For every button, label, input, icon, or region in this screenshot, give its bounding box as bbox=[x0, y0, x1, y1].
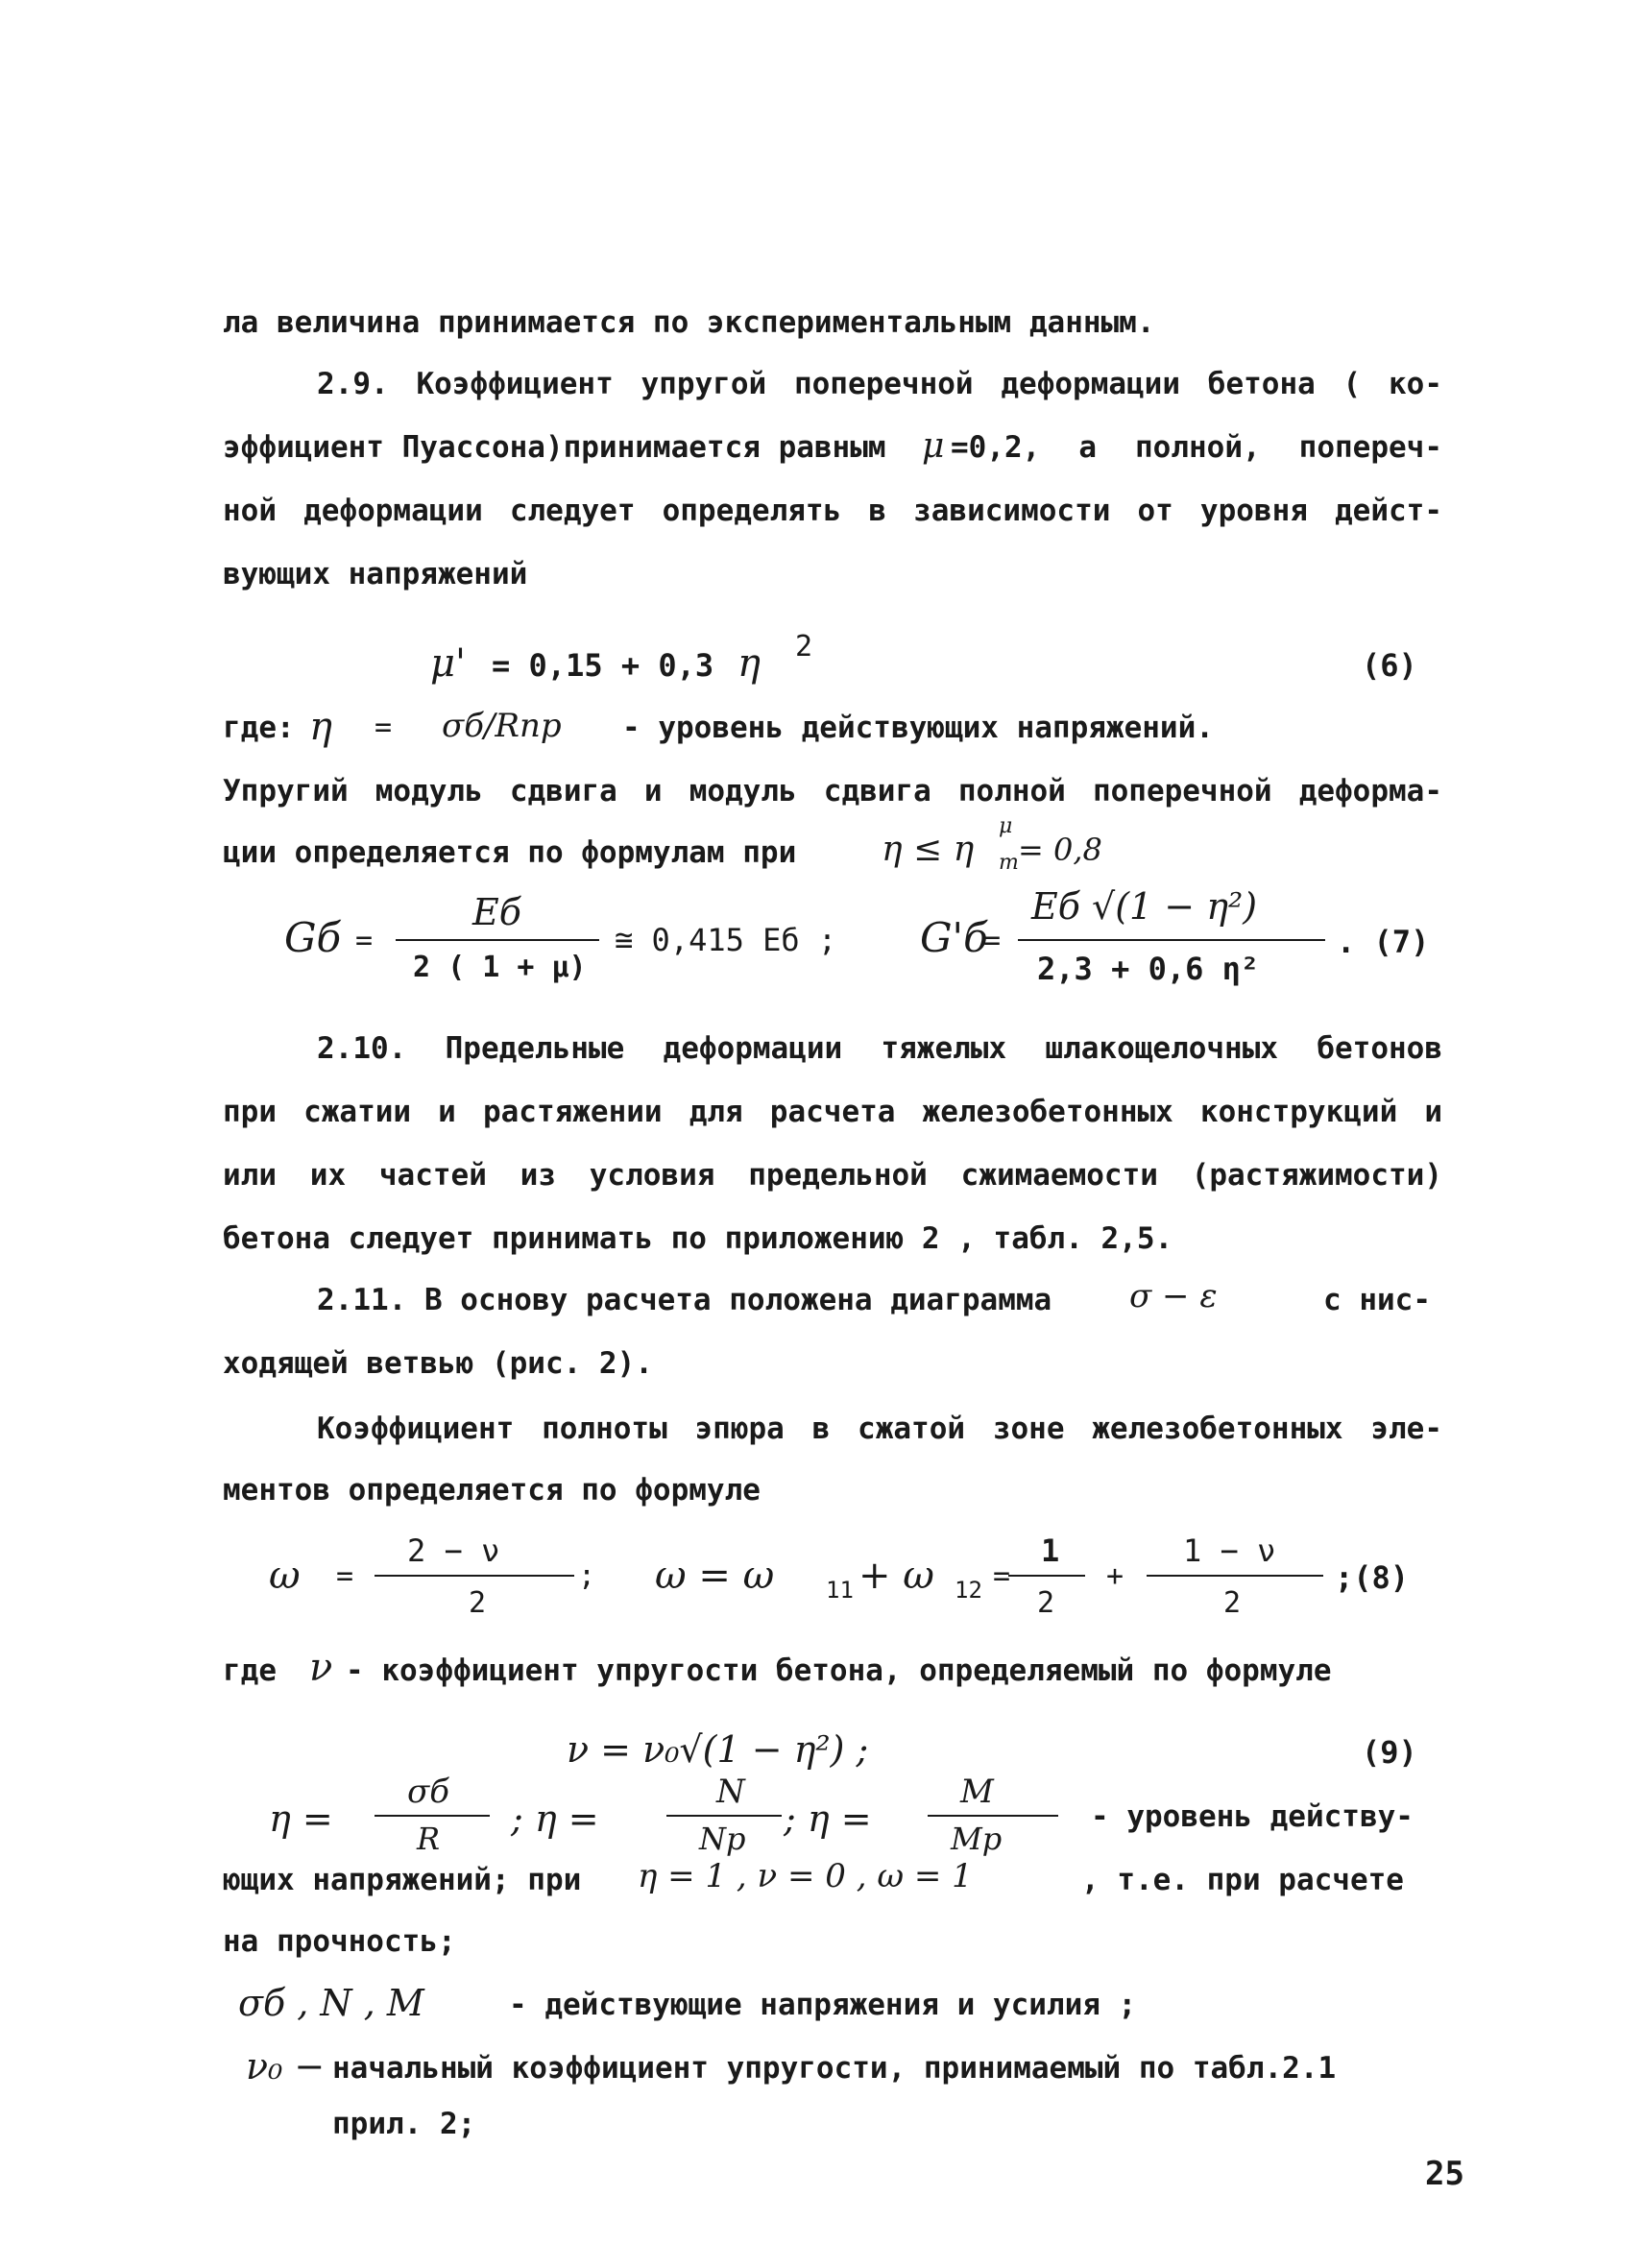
text-line: ной деформации следует определять в зависимости от уровня дейст- bbox=[223, 494, 1442, 528]
text-line: ментов определяется по формуле bbox=[223, 1473, 761, 1508]
text-line: ла величина принимается по экспериментальным данным. bbox=[223, 305, 1155, 340]
fraction-bar bbox=[375, 1575, 574, 1577]
text-line: где: bbox=[223, 711, 295, 745]
formula-7-num2: Eб √(1 − η²) bbox=[1031, 885, 1258, 928]
text-line: при сжатии и растяжении для расчета железобетонных конструкций и bbox=[223, 1095, 1442, 1129]
eta-fraction-2-lhs: ; η = bbox=[511, 1798, 599, 1840]
formula-7-num1: Eб bbox=[472, 891, 521, 933]
formula-8-omega: ω bbox=[269, 1554, 301, 1598]
eta-fraction-3-lhs: ; η = bbox=[784, 1798, 872, 1840]
formula-7-den2: 2,3 + 0,6 η² bbox=[1037, 951, 1260, 987]
text-line: =0,2, а полной, попереч- bbox=[951, 430, 1442, 465]
formula-8-den2: 2 bbox=[1037, 1586, 1055, 1620]
text-line: - коэффициент упругости бетона, определяемый по формуле bbox=[346, 1653, 1332, 1688]
fraction-bar bbox=[1147, 1575, 1323, 1577]
formula-8-eq: = bbox=[336, 1559, 354, 1593]
formula-8-num3: 1 − ν bbox=[1183, 1532, 1276, 1569]
fraction-bar bbox=[666, 1815, 782, 1817]
nu0-symbol: ν₀ − bbox=[246, 2045, 326, 2087]
text-line: на прочность; bbox=[223, 1924, 456, 1959]
fraction-bar bbox=[928, 1815, 1058, 1817]
equals-sign: = bbox=[375, 711, 393, 744]
text-line: начальный коэффициент упругости, принимаемый по табл.2.1 bbox=[332, 2051, 1337, 2086]
page-number: 25 bbox=[1425, 2155, 1464, 2193]
text-line: где bbox=[223, 1653, 277, 1688]
formula-8-num2: 1 bbox=[1041, 1532, 1060, 1569]
text-line: с нис- bbox=[1323, 1283, 1431, 1317]
symbol-list: σб , N , M bbox=[238, 1982, 424, 2024]
text-line: ющих напряжений; при bbox=[223, 1863, 582, 1897]
text-line: эффициент Пуассона)принимается равным bbox=[223, 430, 886, 465]
text-line: Коэффициент полноты эпюра в сжатой зоне железобетонных эле- bbox=[317, 1411, 1442, 1446]
strength-condition: η = 1 , ν = 0 , ω = 1 bbox=[638, 1857, 973, 1895]
text-line: Упругий модуль сдвига и модуль сдвига полной поперечной деформа- bbox=[223, 774, 1442, 808]
formula-8-den1: 2 bbox=[469, 1586, 487, 1620]
formula-6-rhs: = 0,15 + 0,3 bbox=[492, 647, 714, 684]
formula-6-lhs: μ' bbox=[430, 641, 466, 686]
eta-fraction-1-num: σб bbox=[407, 1773, 449, 1811]
eta-fraction-2-num: N bbox=[716, 1773, 745, 1811]
fraction-bar bbox=[1018, 939, 1325, 941]
eta-fraction-1-den: R bbox=[417, 1821, 441, 1857]
formula-8-omega-sum: ω = ω bbox=[655, 1554, 775, 1598]
formula-8-sub1: 11 bbox=[826, 1577, 854, 1604]
formula-6-number: (6) bbox=[1362, 647, 1417, 684]
sigma-epsilon-diagram: σ − ε bbox=[1129, 1277, 1218, 1315]
eta-symbol: η bbox=[309, 705, 332, 749]
formula-9: ν = ν₀√(1 − η²) ; bbox=[567, 1728, 869, 1771]
text-line: прил. 2; bbox=[332, 2107, 476, 2141]
formula-8-num1: 2 − ν bbox=[407, 1532, 500, 1569]
formula-8-number: ;(8) bbox=[1335, 1559, 1410, 1596]
section-2-10-line: 2.10. Предельные деформации тяжелых шлакощелочных бетонов bbox=[317, 1031, 1442, 1066]
text-line: - уровень действующих напряжений. bbox=[622, 711, 1214, 745]
eta-condition-rhs: = 0,8 bbox=[1018, 832, 1102, 868]
text-line: , т.е. при расчете bbox=[1081, 1863, 1404, 1897]
formula-7-eq2: = bbox=[983, 924, 1002, 957]
formula-6-eta: η bbox=[737, 641, 761, 686]
formula-7-eq: = bbox=[355, 924, 374, 957]
eta-fraction-1-lhs: η = bbox=[269, 1798, 333, 1840]
formula-9-number: (9) bbox=[1362, 1734, 1417, 1771]
formula-7-number: . (7) bbox=[1337, 924, 1430, 960]
text-line: вующих напряжений bbox=[223, 557, 528, 591]
formula-7-approx: ≅ 0,415 Eб ; bbox=[615, 922, 837, 958]
text-line: ходящей ветвью (рис. 2). bbox=[223, 1346, 653, 1381]
formula-7-g: Gб bbox=[284, 914, 342, 961]
section-2-9-line: 2.9. Коэффициент упругой поперечной деформации бетона ( ко- bbox=[317, 367, 1442, 401]
formula-8-sub2: 12 bbox=[955, 1577, 982, 1604]
formula-8-plus: + bbox=[1106, 1559, 1124, 1593]
fraction-bar bbox=[1008, 1575, 1085, 1577]
eta-condition-sub: т bbox=[999, 851, 1019, 875]
text-line: - действующие напряжения и усилия ; bbox=[509, 1988, 1137, 2022]
formula-8-eq2: = bbox=[993, 1559, 1011, 1593]
formula-6-sup: 2 bbox=[795, 630, 813, 664]
formula-8-den3: 2 bbox=[1223, 1586, 1242, 1620]
text-line: - уровень действу- bbox=[1091, 1799, 1414, 1834]
eta-condition: η ≤ η bbox=[882, 830, 975, 869]
eta-condition-sup: μ bbox=[999, 814, 1013, 838]
text-line: бетона следует принимать по приложению 2 , табл. 2,5. bbox=[223, 1221, 1173, 1256]
formula-8-plus-omega: + ω bbox=[858, 1554, 934, 1598]
eta-fraction-3-num: M bbox=[960, 1773, 994, 1811]
text-line: или их частей из условия предельной сжимаемости (растяжимости) bbox=[223, 1158, 1442, 1193]
formula-7-den1: 2 ( 1 + μ) bbox=[413, 951, 587, 984]
eta-fraction-2-den: Nр bbox=[699, 1821, 746, 1857]
formula-7-g2: G'б bbox=[920, 914, 988, 961]
fraction-bar bbox=[396, 939, 599, 941]
section-2-11-line: 2.11. В основу расчета положена диаграмма bbox=[317, 1283, 1052, 1317]
mu-symbol: μ bbox=[922, 426, 945, 466]
text-line: ции определяется по формулам при bbox=[223, 835, 797, 870]
formula-8-semi: ; bbox=[578, 1559, 596, 1593]
nu-symbol: ν bbox=[309, 1646, 333, 1690]
eta-fraction-3-den: Mр bbox=[951, 1821, 1003, 1857]
eta-definition: σб/Rпр bbox=[442, 707, 562, 745]
fraction-bar bbox=[375, 1815, 490, 1817]
